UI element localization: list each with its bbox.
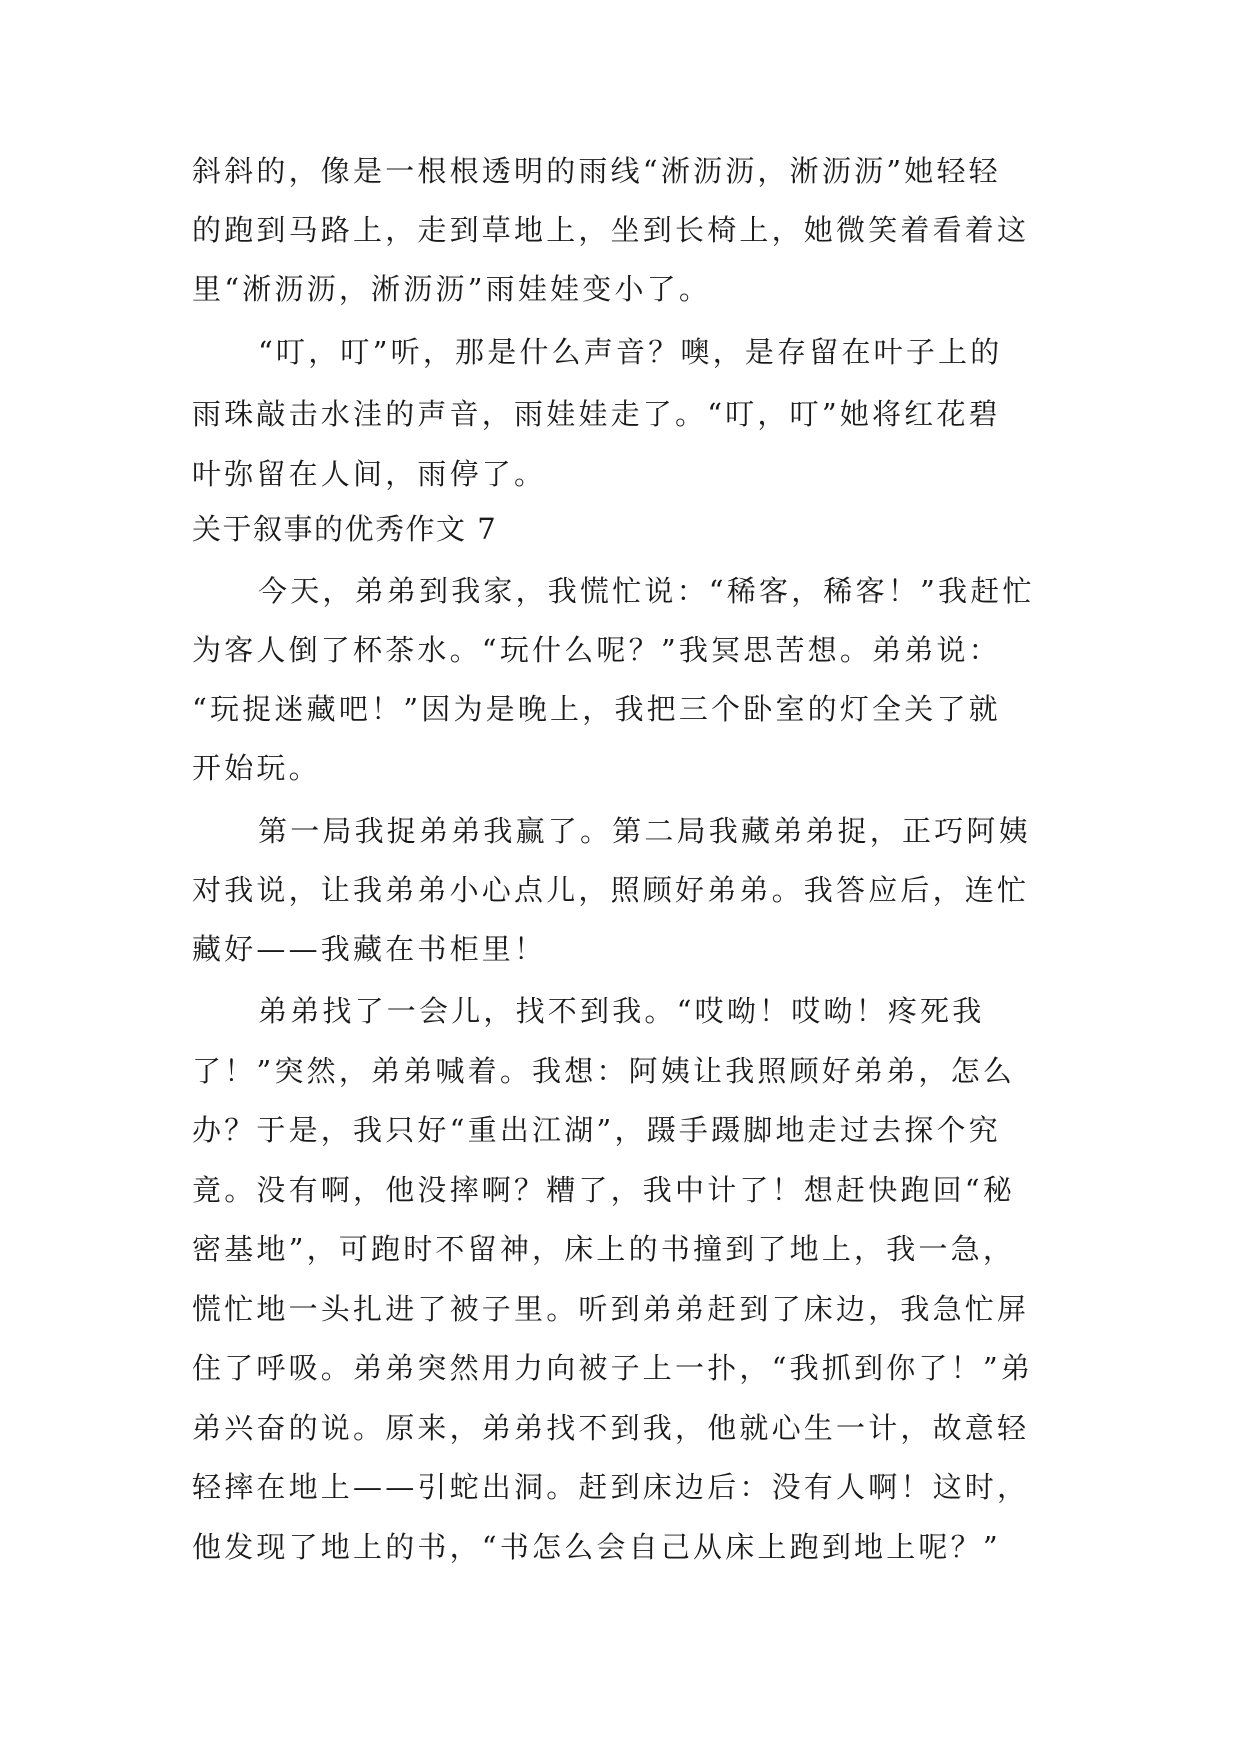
text-line: 第一局我捉弟弟我赢了。第二局我藏弟弟捉，正巧阿姨 [258, 814, 1031, 848]
text-line: 雨珠敲击水洼的声音，雨娃娃走了。“叮，叮”她将红花碧 [192, 397, 1001, 431]
text-line: “玩捉迷藏吧！”因为是晚上，我把三个卧室的灯全关了就 [192, 692, 1001, 726]
text-line: 他发现了地上的书，“书怎么会自己从床上跑到地上呢？” [192, 1530, 1001, 1564]
text-line: 密基地”，可跑时不留神，床上的书撞到了地上，我一急， [192, 1232, 1016, 1266]
text-line: 为客人倒了杯茶水。“玩什么呢？”我冥思苦想。弟弟说： [192, 633, 1001, 667]
text-line: 藏好——我藏在书柜里！ [192, 932, 547, 966]
text-line: 叶弥留在人间，雨停了。 [192, 457, 547, 491]
text-line: 斜斜的，像是一根根透明的雨线“淅沥沥，淅沥沥”她轻轻 [192, 154, 1001, 188]
text-line: 开始玩。 [192, 751, 321, 785]
text-line: 竟。没有啊，他没摔啊？糟了，我中计了！想赶快跑回“秘 [192, 1173, 1016, 1207]
text-line: 里“淅沥沥，淅沥沥”雨娃娃变小了。 [192, 272, 712, 306]
section-heading: 关于叙事的优秀作文 7 [192, 512, 498, 546]
text-line: 的跑到马路上，走到草地上，坐到长椅上，她微笑着看着这 [192, 213, 1030, 247]
text-line: 今天，弟弟到我家，我慌忙说：“稀客，稀客！”我赶忙 [258, 574, 1035, 608]
text-line: “叮，叮”听，那是什么声音？噢，是存留在叶子上的 [258, 335, 1003, 369]
text-line: 弟兴奋的说。原来，弟弟找不到我，他就心生一计，故意轻 [192, 1411, 1030, 1445]
text-line: 弟弟找了一会儿，找不到我。“哎呦！哎呦！疼死我 [258, 994, 985, 1028]
text-line: 了！”突然，弟弟喊着。我想：阿姨让我照顾好弟弟，怎么 [192, 1054, 1016, 1088]
text-line: 对我说，让我弟弟小心点儿，照顾好弟弟。我答应后，连忙 [192, 873, 1030, 907]
text-line: 办？于是，我只好“重出江湖”，蹑手蹑脚地走过去探个究 [192, 1113, 1001, 1147]
text-line: 慌忙地一头扎进了被子里。听到弟弟赶到了床边，我急忙屏 [192, 1292, 1030, 1326]
text-line: 住了呼吸。弟弟突然用力向被子上一扑，“我抓到你了！”弟 [192, 1351, 1034, 1385]
text-line: 轻摔在地上——引蛇出洞。赶到床边后：没有人啊！这时， [192, 1470, 1030, 1504]
